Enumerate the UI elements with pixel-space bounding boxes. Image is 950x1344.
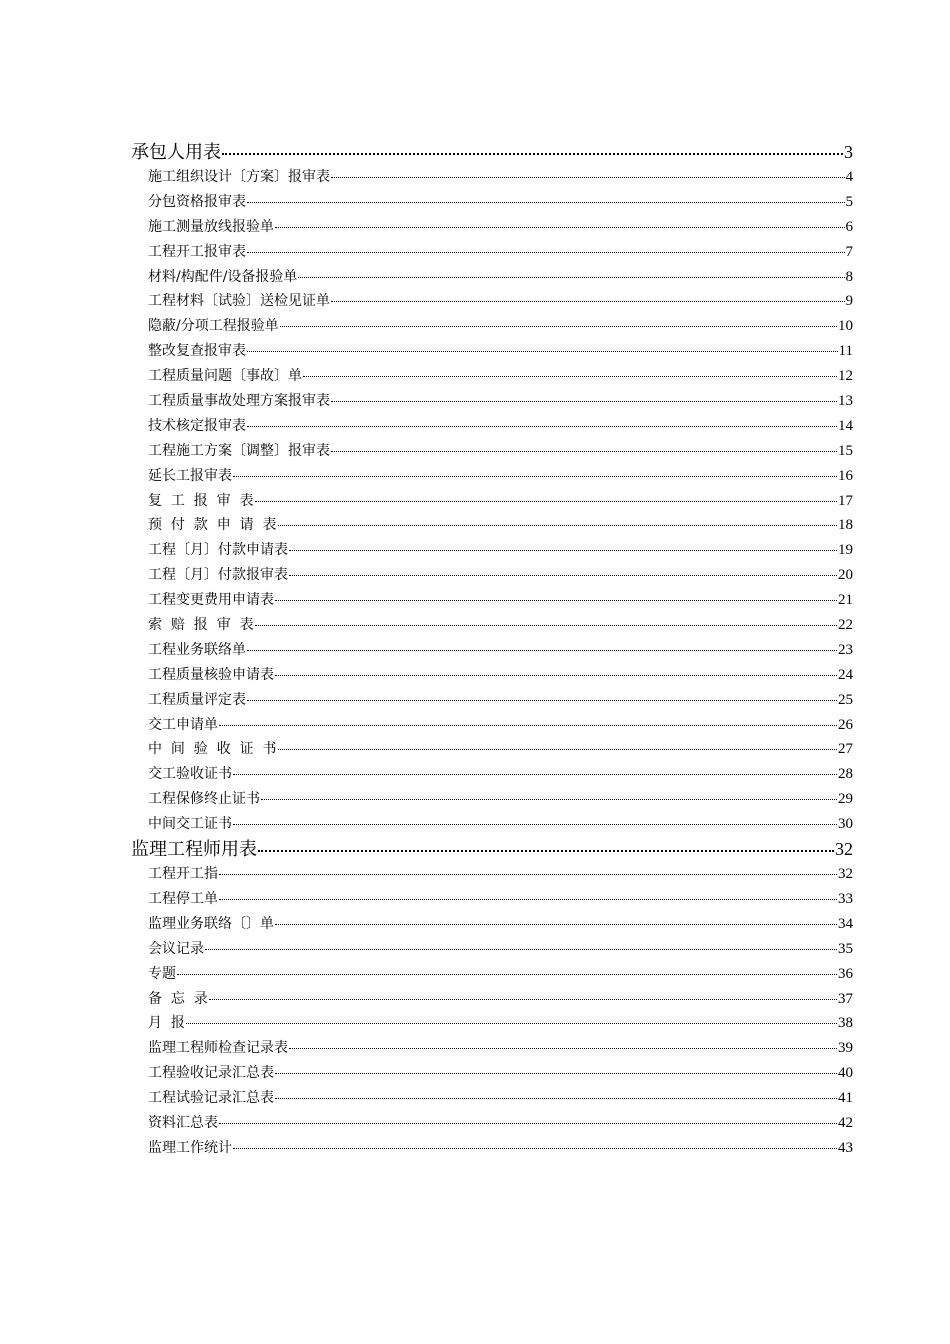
dot-leader — [331, 451, 837, 452]
toc-entry-title: 工程变更费用申请表 — [148, 592, 274, 609]
toc-entry-title: 监理业务联络〔〕单 — [148, 915, 274, 932]
dot-leader — [278, 749, 837, 750]
dot-leader — [275, 1073, 837, 1074]
dot-leader — [233, 824, 837, 825]
dot-leader — [275, 600, 837, 601]
dot-leader — [233, 1148, 837, 1149]
toc-entry[interactable] — [0, 787, 950, 812]
toc-page-number: 40 — [838, 1065, 853, 1082]
toc-page-number: 17 — [838, 492, 853, 509]
toc-entry[interactable] — [0, 887, 950, 912]
toc-page-number: 20 — [838, 567, 853, 584]
toc-entry-title: 延长工报审表 — [148, 467, 232, 484]
toc-page-number: 10 — [838, 318, 853, 335]
toc-entry[interactable] — [0, 314, 950, 339]
toc-entry-title: 隐蔽/分项工程报验单 — [148, 318, 279, 335]
dot-leader — [255, 501, 837, 502]
toc-page-number: 35 — [838, 940, 853, 957]
toc-entry[interactable] — [0, 489, 950, 514]
toc-page-number: 39 — [838, 1040, 853, 1057]
toc-entry-title: 专题 — [148, 965, 176, 982]
toc-entry[interactable] — [0, 613, 950, 638]
dot-leader — [331, 401, 837, 402]
toc-page-number: 30 — [838, 816, 853, 833]
dot-leader — [219, 1123, 837, 1124]
toc-page-number: 4 — [845, 169, 853, 185]
dot-leader — [303, 376, 837, 377]
toc-section-title: 承包人用表 — [131, 142, 221, 163]
toc-page-number: 21 — [838, 592, 853, 609]
toc-entry-title: 工程开工报审表 — [148, 243, 246, 260]
dot-leader — [247, 700, 837, 701]
toc-page-number: 41 — [838, 1090, 853, 1107]
dot-leader — [331, 177, 845, 178]
toc-entry-title: 复 工 报 审 表 — [148, 492, 254, 509]
dot-leader — [258, 850, 834, 852]
toc-entry[interactable] — [0, 538, 950, 563]
toc-entry[interactable] — [0, 389, 950, 414]
toc-page-number: 18 — [838, 517, 853, 534]
toc-entry[interactable] — [0, 737, 950, 762]
toc-entry[interactable] — [0, 1036, 950, 1061]
toc-page-number: 29 — [838, 791, 853, 808]
toc-section-title: 监理工程师用表 — [131, 839, 257, 861]
toc-page-number: 27 — [838, 741, 853, 758]
toc-entry-title: 工程试验记录汇总表 — [148, 1090, 274, 1107]
toc-entry-title: 材料/构配件/设备报验单 — [148, 268, 298, 285]
toc-page-number: 42 — [838, 1114, 853, 1131]
toc-entry[interactable] — [0, 962, 950, 987]
toc-page-number: 26 — [838, 716, 853, 733]
toc-entry[interactable] — [0, 812, 950, 837]
toc-entry[interactable] — [0, 513, 950, 538]
toc-section-entry[interactable] — [0, 837, 950, 862]
dot-leader — [298, 277, 844, 278]
dot-leader — [275, 1098, 837, 1099]
toc-entry-title: 工程开工指 — [148, 866, 218, 883]
toc-page-number: 25 — [838, 691, 853, 708]
toc-entry[interactable] — [0, 937, 950, 962]
toc-entry[interactable] — [0, 862, 950, 887]
toc-page-number: 34 — [838, 915, 853, 932]
toc-entry-title: 施工组织设计〔方案〕报审表 — [148, 169, 330, 185]
toc-entry-title: 工程质量评定表 — [148, 691, 246, 708]
toc-entry-title: 月 报 — [148, 1015, 185, 1032]
toc-entry-title: 工程〔月〕付款申请表 — [148, 542, 288, 559]
dot-leader — [247, 426, 837, 427]
toc-entry[interactable] — [0, 240, 950, 265]
toc-entry[interactable] — [0, 439, 950, 464]
dot-leader — [219, 874, 837, 875]
dot-leader — [247, 351, 838, 352]
toc-entry-title: 技术核定报审表 — [148, 417, 246, 434]
dot-leader — [177, 974, 837, 975]
toc-section-entry[interactable] — [0, 140, 950, 165]
dot-leader — [209, 999, 837, 1000]
toc-entry-title: 备 忘 录 — [148, 990, 208, 1007]
dot-leader — [289, 1048, 837, 1049]
toc-entry-title: 工程业务联络单 — [148, 641, 246, 658]
toc-page-number: 33 — [838, 890, 853, 907]
toc-entry[interactable] — [0, 713, 950, 738]
dot-leader — [233, 476, 837, 477]
toc-entry[interactable] — [0, 912, 950, 937]
toc-entry[interactable] — [0, 688, 950, 713]
toc-page-number: 12 — [838, 368, 853, 385]
toc-entry-title: 整改复查报审表 — [148, 343, 246, 360]
toc-entry[interactable] — [0, 364, 950, 389]
dot-leader — [219, 725, 837, 726]
toc-page-number: 7 — [845, 243, 853, 260]
dot-leader — [205, 949, 837, 950]
toc-entry-title: 施工测量放线报验单 — [148, 218, 274, 235]
toc-entry[interactable] — [0, 414, 950, 439]
dot-leader — [280, 326, 837, 327]
toc-entry[interactable] — [0, 1136, 950, 1161]
toc-page-number: 3 — [844, 142, 853, 162]
dot-leader — [289, 550, 837, 551]
toc-entry-title: 资料汇总表 — [148, 1114, 218, 1131]
toc-entry-title: 索 赔 报 审 表 — [148, 617, 254, 634]
dot-leader — [275, 227, 845, 228]
toc-page-number: 8 — [845, 268, 853, 285]
toc-entry-title: 交工验收证书 — [148, 766, 232, 783]
toc-page-number: 22 — [838, 617, 853, 634]
toc-entry-title: 工程材料〔试验〕送检见证单 — [148, 293, 330, 310]
toc-entry[interactable] — [0, 165, 950, 190]
toc-page-number: 38 — [838, 1015, 853, 1032]
toc-page-number: 9 — [845, 293, 853, 310]
toc-entry-title: 工程停工单 — [148, 890, 218, 907]
dot-leader — [275, 675, 837, 676]
toc-entry-title: 工程质量核验申请表 — [148, 666, 274, 683]
toc-page-number: 13 — [838, 393, 853, 410]
toc-entry[interactable] — [0, 339, 950, 364]
toc-entry-title: 中间交工证书 — [148, 816, 232, 833]
toc-entry[interactable] — [0, 1086, 950, 1111]
toc-entry[interactable] — [0, 563, 950, 588]
toc-entry-title: 中 间 验 收 证 书 — [148, 741, 277, 758]
toc-entry-title: 会议记录 — [148, 940, 204, 957]
toc-page-number: 37 — [838, 990, 853, 1007]
toc-page-number: 23 — [838, 641, 853, 658]
toc-entry[interactable] — [0, 638, 950, 663]
toc-entry-title: 分包资格报审表 — [148, 193, 246, 210]
toc-entry[interactable] — [0, 464, 950, 489]
toc-page-number: 43 — [838, 1139, 853, 1156]
toc-entry[interactable] — [0, 289, 950, 314]
toc-entry[interactable] — [0, 1111, 950, 1136]
toc-entry[interactable] — [0, 588, 950, 613]
dot-leader — [222, 153, 843, 155]
toc-entry[interactable] — [0, 1011, 950, 1036]
dot-leader — [278, 525, 837, 526]
toc-entry[interactable] — [0, 190, 950, 215]
toc-entry-title: 监理工作统计 — [148, 1139, 232, 1156]
dot-leader — [247, 650, 837, 651]
dot-leader — [331, 301, 845, 302]
toc-entry-title: 工程质量事故处理方案报审表 — [148, 393, 330, 410]
toc-entry-title: 工程〔月〕付款报审表 — [148, 567, 288, 584]
toc-entry-title: 交工申请单 — [148, 716, 218, 733]
toc-page-number: 28 — [838, 766, 853, 783]
toc-entry-title: 工程施工方案〔调整〕报审表 — [148, 442, 330, 459]
toc-entry[interactable] — [0, 663, 950, 688]
toc-page-number: 16 — [838, 467, 853, 484]
toc-page-number: 19 — [838, 542, 853, 559]
toc-page-number: 36 — [838, 965, 853, 982]
dot-leader — [219, 899, 837, 900]
toc-entry-title: 工程质量问题〔事故〕单 — [148, 368, 302, 385]
toc-page-number: 32 — [835, 839, 853, 860]
toc-entry-title: 监理工程师检查记录表 — [148, 1040, 288, 1057]
toc-page-number: 24 — [838, 666, 853, 683]
toc-entry-title: 工程保修终止证书 — [148, 791, 260, 808]
toc-entry[interactable] — [0, 1061, 950, 1086]
toc-page-number: 32 — [838, 866, 853, 883]
dot-leader — [247, 202, 845, 203]
dot-leader — [261, 799, 837, 800]
toc-page-number: 5 — [845, 193, 853, 210]
dot-leader — [289, 575, 837, 576]
dot-leader — [186, 1023, 837, 1024]
toc-page-number: 6 — [845, 218, 853, 235]
table-of-contents — [0, 140, 950, 1161]
dot-leader — [247, 252, 845, 253]
toc-page-number: 11 — [838, 343, 853, 360]
toc-entry[interactable] — [0, 215, 950, 240]
toc-entry[interactable] — [0, 762, 950, 787]
toc-page-number: 15 — [838, 442, 853, 459]
dot-leader — [275, 924, 837, 925]
toc-entry[interactable] — [0, 987, 950, 1012]
toc-entry[interactable] — [0, 265, 950, 290]
dot-leader — [233, 774, 837, 775]
toc-page-number: 14 — [838, 417, 853, 434]
dot-leader — [255, 625, 837, 626]
toc-entry-title: 预 付 款 申 请 表 — [148, 517, 277, 534]
toc-entry-title: 工程验收记录汇总表 — [148, 1065, 274, 1082]
